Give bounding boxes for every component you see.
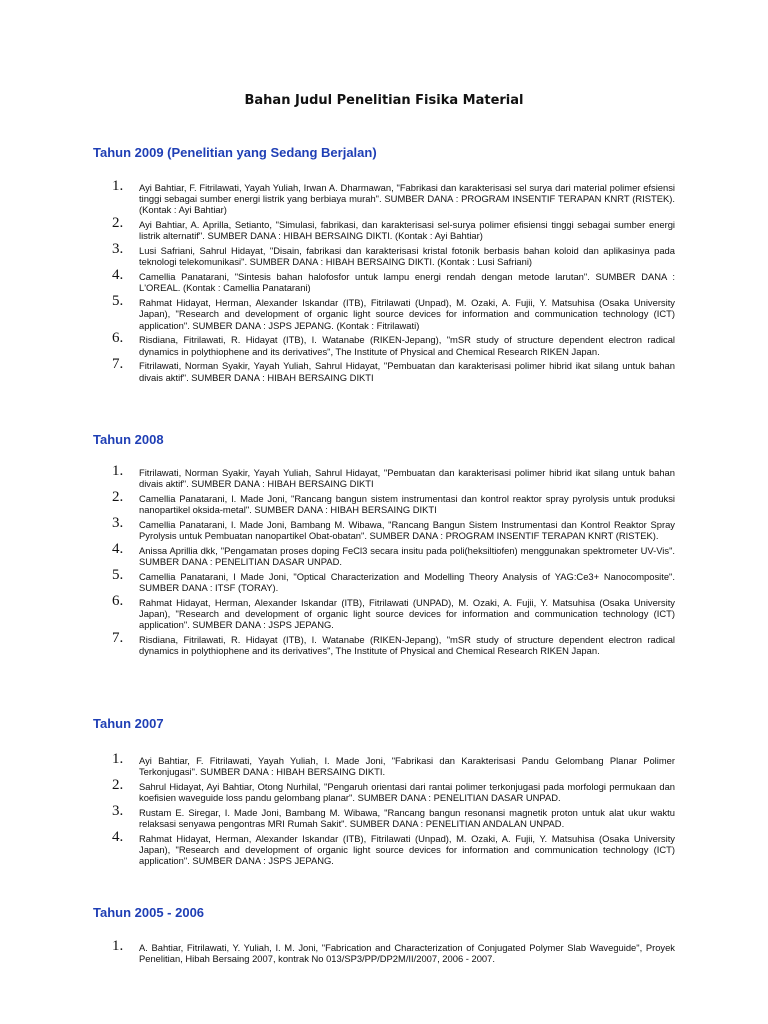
list-item [112,938,675,965]
item-text: Ayi Bahtiar, F. Fitrilawati, Yayah Yuliah, Irwan A. Dharmawan, "Fabrikasi dan karakterisasi sel surya dari material polimer efsiensi tinggi sebagai sumber energi listrik yang berbiaya murah". SUMBER DANA : PROGRAM INSENTIF TERAPAN KNRT (RISTEK). (Kontak : Ayi Bahtiar) [139,182,675,216]
item-text: Risdiana, Fitrilawati, R. Hidayat (ITB), I. Watanabe (RIKEN-Jepang), "mSR study of structure dependent electron radical dynamics in polythiophene and its derivatives", The Institute of Physical and Chemical Research RIKEN Japan. [139,634,675,657]
reference-list-2007 [112,751,675,870]
list-item [112,178,675,216]
item-number: 1. [112,751,124,767]
item-number: 4. [112,541,124,557]
item-text: Sahrul Hidayat, Ayi Bahtiar, Otong Nurhilal, "Pengaruh orientasi dari rantai polimer terkonjugasi pada morfologi permukaan dan koefisien waveguide loss pandu gelombang planar". SUMBER DANA : PENELITIAN DASAR UNPAD. [139,781,675,804]
list-item [112,515,675,542]
reference-list-2009 [112,178,675,386]
item-number: 2. [112,489,124,505]
list-item [112,803,675,830]
item-number: 7. [112,630,124,647]
item-number: 3. [112,803,124,819]
item-text: Rustam E. Siregar, I. Made Joni, Bambang M. Wibawa, "Rancang bangun resonansi magnetik proton untuk alat ukur waktu relaksasi senyawa pengontras MRI Rumah Sakit". SUMBER DANA : PENELITIAN ANDALAN UNPAD. [139,807,675,830]
list-item [112,829,675,867]
section-heading-2008: Tahun 2008 [93,432,164,447]
item-text: Camellia Panatarani, I. Made Joni, Bambang M. Wibawa, "Rancang Bangun Sistem Instrumentasi dan Kontrol Reaktor Spray Pyrolysis untuk Pembuatan nanopartikel Obat-obatan". SUMBER DANA : PROGRAM INSENTIF TERAPAN KNRT (RISTEK). [139,519,675,542]
list-item [112,267,675,294]
reference-list-2008 [112,463,675,660]
item-number: 2. [112,215,124,232]
list-item [112,630,675,657]
list-item [112,330,675,357]
list-item [112,241,675,268]
list-item [112,567,675,594]
item-text: Lusi Safriani, Sahrul Hidayat, "Disain, fabrikasi dan karakterisasi kristal fotonik berbasis bahan koloid dan aplikasinya pada teknologi telekomunikasi". SUMBER DANA : HIBAH BERSAING DIKTI. (Kontak : Lusi Safriani) [139,245,675,268]
item-number: 4. [112,267,124,284]
item-text: Fitrilawati, Norman Syakir, Yayah Yuliah, Sahrul Hidayat, "Pembuatan dan karakterisasi polimer hibrid ikat silang untuk bahan divais aktif". SUMBER DANA : HIBAH BERSAING DIKTI [139,467,675,490]
list-item [112,751,675,778]
item-number: 7. [112,356,124,373]
section-heading-2009: Tahun 2009 (Penelitian yang Sedang Berjalan) [93,145,377,160]
item-text: Ayi Bahtiar, F. Fitrilawati, Yayah Yuliah, I. Made Joni, "Fabrikasi dan Karakterisasi Pandu Gelombang Planar Polimer Terkonjugasi". SUMBER DANA : HIBAH BERSAING DIKTI. [139,755,675,778]
list-item [112,541,675,568]
item-number: 6. [112,593,124,609]
item-text: A. Bahtiar, Fitrilawati, Y. Yuliah, I. M. Joni, "Fabrication and Characterization of Conjugated Polymer Slab Waveguide", Proyek Penelitian, Hibah Bersaing 2007, kontrak No 013/SP3/PP/DP2M/II/2007, 2006 - 2007. [139,942,675,965]
list-item [112,215,675,242]
item-text: Camellia Panatarani, I. Made Joni, "Rancang bangun sistem instrumentasi dan kontrol reaktor spray pyrolysis untuk produksi nanopartikel oksida-metal". SUMBER DANA : HIBAH BERSAING DIKTI [139,493,675,516]
page-title: Bahan Judul Penelitian Fisika Material [244,93,524,108]
item-number: 6. [112,330,124,347]
item-number: 1. [112,938,124,954]
list-item [112,356,675,383]
list-item [112,593,675,631]
section-heading-2007: Tahun 2007 [93,716,164,731]
item-text: Camellia Panatarani, "Sintesis bahan halofosfor untuk lampu energi rendah dengan metode larutan". SUMBER DANA : L'OREAL. (Kontak : Camellia Panatarani) [139,271,675,294]
item-number: 5. [112,567,124,583]
item-number: 2. [112,777,124,793]
item-number: 3. [112,241,124,258]
item-text: Rahmat Hidayat, Herman, Alexander Iskandar (ITB), Fitrilawati (UNPAD), M. Ozaki, A. Fujii, Y. Matsuhisa (Osaka University Japan), "Research and development of organic light source devices for information and communication technology (ICT) application". SUMBER DANA : JSPS JEPANG. [139,597,675,631]
item-text: Camellia Panatarani, I Made Joni, "Optical Characterization and Modelling Theory Analysis of YAG:Ce3+ Nanocomposite". SUMBER DANA : ITSF (TORAY). [139,571,675,594]
item-number: 5. [112,293,124,310]
item-number: 1. [112,178,124,194]
item-number: 3. [112,515,124,531]
section-heading-2005-2006: Tahun 2005 - 2006 [93,905,205,920]
item-text: Risdiana, Fitrilawati, R. Hidayat (ITB), I. Watanabe (RIKEN-Jepang), "mSR study of structure dependent electron radical dynamics in polythiophene and its derivatives", The Institute of Physical and Chemical Research RIKEN Japan. [139,334,675,357]
item-text: Rahmat Hidayat, Herman, Alexander Iskandar (ITB), Fitrilawati (Unpad), M. Ozaki, A. Fujii, Y. Matsuhisa (Osaka University Japan), "Research and development of organic light source devices for information and communication technology (ICT) application". SUMBER DANA : JSPS JEPANG. [139,833,675,867]
list-item [112,777,675,804]
item-text: Ayi Bahtiar, A. Aprilla, Setianto, "Simulasi, fabrikasi, dan karakterisasi sel-surya polimer efisiensi tinggi sebagai sumber energi listrik alternatif". SUMBER DANA : HIBAH BERSAING DIKTI. (Kontak : Ayi Bahtiar) [139,219,675,242]
list-item [112,489,675,516]
list-item [112,293,675,331]
item-number: 1. [112,463,124,479]
item-text: Fitrilawati, Norman Syakir, Yayah Yuliah, Sahrul Hidayat, "Pembuatan dan karakterisasi polimer hibrid ikat silang untuk bahan divais aktif". SUMBER DANA : HIBAH BERSAING DIKTI [139,360,675,383]
item-text: Rahmat Hidayat, Herman, Alexander Iskandar (ITB), Fitrilawati (Unpad), M. Ozaki, A. Fujii, Y. Matsuhisa (Osaka University Japan), "Research and development of organic light source devices for information and communication technology (ICT) application". SUMBER DANA : JSPS JEPANG. (Kontak : Fitrilawati) [139,297,675,331]
item-text: Anissa Aprillia dkk, "Pengamatan proses doping FeCl3 secara insitu pada poli(heksiltiofen) menggunakan spektrometer UV-Vis". SUMBER DANA : PENELITIAN DASAR UNPAD. [139,545,675,568]
reference-list-2005-2006 [112,938,675,968]
list-item [112,463,675,490]
item-number: 4. [112,829,124,845]
